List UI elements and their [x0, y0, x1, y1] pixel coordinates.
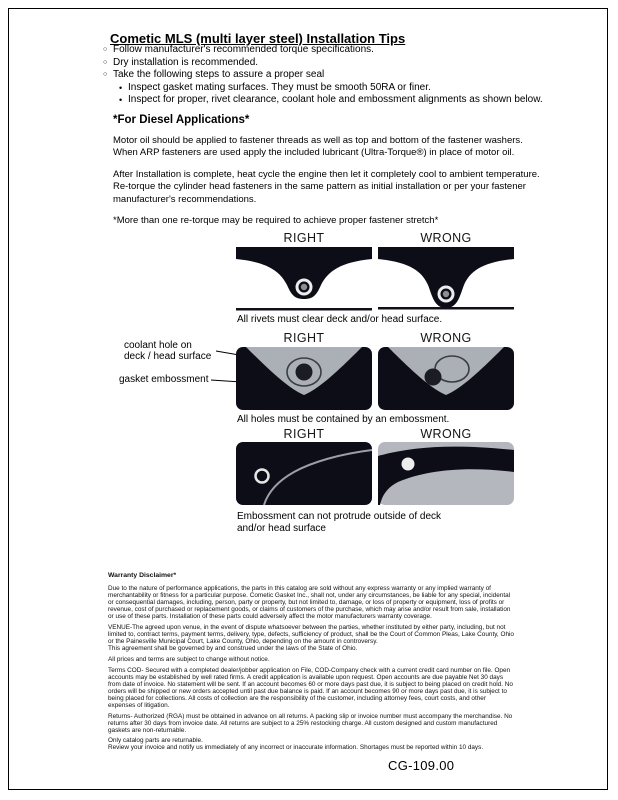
diesel-paragraph-2: After Installation is complete, heat cycle the engine then let it completely cool to ambient temperature. Re-torque the cylinder head fasteners in the same pattern as initial installation or per your fastener manufacturer's recommendations.: [113, 168, 540, 205]
page-title: Cometic MLS (multi layer steel) Installation Tips: [110, 30, 406, 46]
warranty-disclaimer: [108, 572, 514, 755]
dot-bullet-icon: •: [119, 82, 123, 93]
embossment-wrong-diagram: [378, 347, 514, 415]
tip-text: Inspect for proper, rivet clearance, coolant hole and embossment alignments as shown below.: [128, 94, 543, 105]
tip-text: Follow manufacturer's recommended torque specifications.: [113, 44, 374, 55]
disclaimer-paragraph: Returns- Authorized (RGA) must be obtained in advance on all returns. A packing slip or invoice number must accompany the merchandise. No returns after 30 days from invoice date. All returns are subject to a 25% restocking charge. All custom designed and custom manufactured gaskets are non-returnable.: [108, 712, 513, 734]
wrong-label: WRONG: [420, 427, 472, 441]
tip-text: Inspect gasket mating surfaces. They must be smooth 50RA or finer.: [128, 81, 431, 93]
diesel-paragraph-1: Motor oil should be applied to fastener threads as well as top and bottom of the fastener washers. When ARP fasteners are used apply the included lubricant (Ultra-Torque®) in place of motor oil.: [113, 134, 523, 158]
list-item: [103, 44, 573, 57]
circle-bullet-icon: ○: [103, 46, 108, 53]
document-number: CG-109.00: [388, 758, 455, 773]
disclaimer-paragraph: Terms COD- Secured with a completed dealer/jobber application on File, COD-Company check with a current credit card number on file. Open accounts may be established by well rated firms. A credit application is available upon request. Open accounts are due payable Net 30 days from date of invoice. No statement will be sent. If an account becomes 60 or more days past due, it is subject to being placed on credit hold. No orders will be shipped or new orders accepted until past due balance is paid. If an account becomes 90 or more days past due, it is subject to being placed for collections. All costs of collection are the responsibility of the customer, including attorney fees, court costs, and other expenses of litigation.: [108, 666, 513, 709]
list-item: [103, 69, 573, 82]
coolant-hole-label: coolant hole on deck / head surface: [124, 340, 212, 362]
coolant-hole-icon: [425, 369, 442, 386]
protrusion-wrong-diagram: [378, 442, 514, 510]
list-item: [103, 82, 573, 95]
retorque-note: *More than one re-torque may be required to achieve proper fastener stretch*: [113, 215, 439, 226]
circle-bullet-icon: ○: [103, 58, 108, 66]
right-label: RIGHT: [283, 331, 325, 345]
disclaimer-paragraph: This agreement shall be governed by and construed under the laws of the State of Ohio.: [108, 645, 358, 653]
rivet-wrong-diagram: [378, 247, 514, 316]
diesel-section: [113, 114, 543, 228]
tips-list: [103, 44, 573, 107]
coolant-hole-icon: [296, 364, 313, 381]
disclaimer-paragraph: Due to the nature of performance applications, the parts in this catalog are sold without any express warranty or any implied warranty of merchantability or fitness for a particular purpose. Cometic Gasket Inc., shall not, under any circumstances, be liable for any special, incidental or consequential damages, including, person, party or property, but not limited to, damage, or loss of property or equipment, loss of profits or revenue, cost of purchased or replacement goods, or claims of customers of the purchase, which may arise and/or result from sale, installation or use of these parts. Installation of these parts could adversely affect the motor manufacturers warranty coverage.: [108, 585, 511, 621]
wrong-label: WRONG: [420, 231, 472, 245]
disclaimer-paragraph: All prices and terms are subject to change without notice.: [108, 655, 270, 663]
gasket-embossment-label: gasket embossment: [119, 374, 209, 385]
embossment-right-diagram: [236, 347, 372, 415]
protrusion-right-diagram: [236, 442, 372, 510]
disclaimer-heading: Warranty Disclaimer*: [108, 572, 177, 579]
list-item: [103, 57, 573, 70]
disclaimer-paragraph: Only catalog parts are returnable.: [108, 737, 203, 745]
right-label: RIGHT: [283, 231, 325, 245]
diagram-caption: Embossment can not protrude outside of deck and/or head surface: [237, 511, 442, 534]
wrong-label: WRONG: [420, 331, 472, 345]
diagram-caption: All holes must be contained by an embossment.: [237, 414, 450, 425]
rivet-right-diagram: [236, 247, 372, 316]
hole-icon: [402, 458, 415, 471]
diesel-heading: *For Diesel Applications*: [113, 114, 250, 126]
disclaimer-paragraph: VENUE-The agreed upon venue, in the event of dispute whatsoever between the parties, whether instituted by either party, including, but not limited to, contract terms, payment terms, delivery, type, defects, sufficiency of product, shall be the Court of Common Pleas, Lake County, Ohio or the Painesville Municipal Court, Lake County, Ohio, depending on the amount in controversy.: [108, 624, 514, 646]
circle-bullet-icon: ○: [103, 71, 108, 78]
diagram-caption: All rivets must clear deck and/or head surface.: [237, 314, 443, 325]
tip-text: Dry installation is recommended.: [113, 56, 259, 68]
tip-text: Take the following steps to assure a proper seal: [113, 69, 325, 80]
dot-bullet-icon: •: [119, 95, 123, 105]
right-label: RIGHT: [283, 427, 325, 441]
list-item: [103, 94, 573, 107]
disclaimer-paragraph: Review your invoice and notify us immediately of any incorrect or inaccurate information. Shortages must be reported within 10 days.: [108, 744, 484, 752]
